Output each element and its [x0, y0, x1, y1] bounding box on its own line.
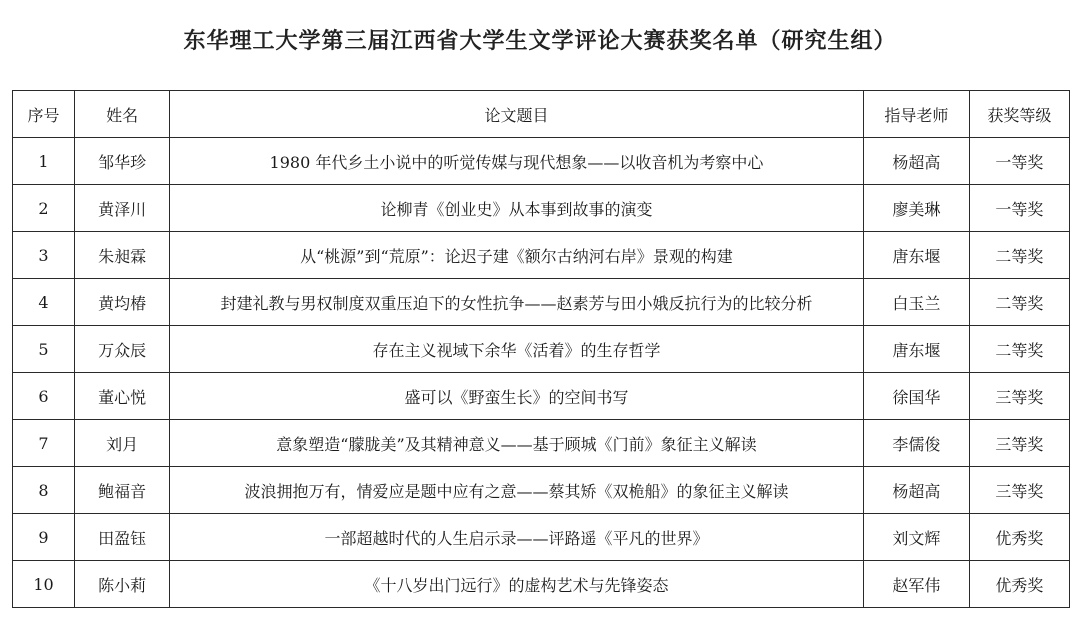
cell-name: 陈小莉 — [75, 561, 170, 608]
cell-paper-title: 波浪拥抱万有，情爱应是题中应有之意——蔡其矫《双桅船》的象征主义解读 — [170, 467, 864, 514]
cell-paper-title: 存在主义视域下余华《活着》的生存哲学 — [170, 326, 864, 373]
cell-award-level: 三等奖 — [969, 373, 1069, 420]
header-advisor: 指导老师 — [863, 91, 969, 138]
cell-paper-title: 一部超越时代的人生启示录——评路遥《平凡的世界》 — [170, 514, 864, 561]
cell-name: 董心悦 — [75, 373, 170, 420]
table-row — [13, 420, 1070, 467]
cell-name: 鲍福音 — [75, 467, 170, 514]
cell-advisor: 刘文辉 — [863, 514, 969, 561]
table-row — [13, 185, 1070, 232]
table-row — [13, 467, 1070, 514]
cell-advisor: 杨超高 — [863, 467, 969, 514]
header-award-level: 获奖等级 — [969, 91, 1069, 138]
cell-serial: 3 — [13, 232, 75, 279]
cell-serial: 10 — [13, 561, 75, 608]
table-row — [13, 561, 1070, 608]
table-row — [13, 138, 1070, 185]
cell-advisor: 唐东堰 — [863, 232, 969, 279]
cell-advisor: 廖美琳 — [863, 185, 969, 232]
table-row — [13, 326, 1070, 373]
cell-advisor: 杨超高 — [863, 138, 969, 185]
cell-advisor: 唐东堰 — [863, 326, 969, 373]
cell-advisor: 李儒俊 — [863, 420, 969, 467]
table-body — [13, 138, 1070, 608]
cell-serial: 7 — [13, 420, 75, 467]
cell-name: 黄泽川 — [75, 185, 170, 232]
cell-award-level: 二等奖 — [969, 232, 1069, 279]
cell-serial: 5 — [13, 326, 75, 373]
cell-name: 刘月 — [75, 420, 170, 467]
cell-award-level: 一等奖 — [969, 138, 1069, 185]
cell-paper-title: 论柳青《创业史》从本事到故事的演变 — [170, 185, 864, 232]
cell-paper-title: 1980 年代乡土小说中的听觉传媒与现代想象——以收音机为考察中心 — [170, 138, 864, 185]
cell-award-level: 优秀奖 — [969, 514, 1069, 561]
table-row — [13, 279, 1070, 326]
cell-advisor: 赵军伟 — [863, 561, 969, 608]
cell-award-level: 三等奖 — [969, 467, 1069, 514]
award-table — [12, 90, 1070, 608]
header-name: 姓名 — [75, 91, 170, 138]
cell-serial: 8 — [13, 467, 75, 514]
table-row — [13, 232, 1070, 279]
header-serial: 序号 — [13, 91, 75, 138]
cell-award-level: 三等奖 — [969, 420, 1069, 467]
cell-paper-title: 意象塑造“朦胧美”及其精神意义——基于顾城《门前》象征主义解读 — [170, 420, 864, 467]
cell-advisor: 白玉兰 — [863, 279, 969, 326]
cell-advisor: 徐国华 — [863, 373, 969, 420]
table-row — [13, 373, 1070, 420]
cell-award-level: 二等奖 — [969, 326, 1069, 373]
table-row — [13, 514, 1070, 561]
cell-paper-title: 盛可以《野蛮生长》的空间书写 — [170, 373, 864, 420]
page-title: 东华理工大学第三届江西省大学生文学评论大赛获奖名单（研究生组） — [183, 29, 897, 54]
cell-serial: 4 — [13, 279, 75, 326]
cell-award-level: 优秀奖 — [969, 561, 1069, 608]
cell-serial: 2 — [13, 185, 75, 232]
header-paper-title: 论文题目 — [170, 91, 864, 138]
cell-name: 朱昶霖 — [75, 232, 170, 279]
cell-name: 邹华珍 — [75, 138, 170, 185]
cell-paper-title: 《十八岁出门远行》的虚构艺术与先锋姿态 — [170, 561, 864, 608]
cell-paper-title: 封建礼教与男权制度双重压迫下的女性抗争——赵素芳与田小娥反抗行为的比较分析 — [170, 279, 864, 326]
cell-serial: 9 — [13, 514, 75, 561]
cell-serial: 1 — [13, 138, 75, 185]
cell-serial: 6 — [13, 373, 75, 420]
cell-award-level: 二等奖 — [969, 279, 1069, 326]
table-header-row — [13, 91, 1070, 138]
cell-award-level: 一等奖 — [969, 185, 1069, 232]
cell-name: 田盈钰 — [75, 514, 170, 561]
cell-name: 万众辰 — [75, 326, 170, 373]
cell-name: 黄均椿 — [75, 279, 170, 326]
cell-paper-title: 从“桃源”到“荒原”：论迟子建《额尔古纳河右岸》景观的构建 — [170, 232, 864, 279]
